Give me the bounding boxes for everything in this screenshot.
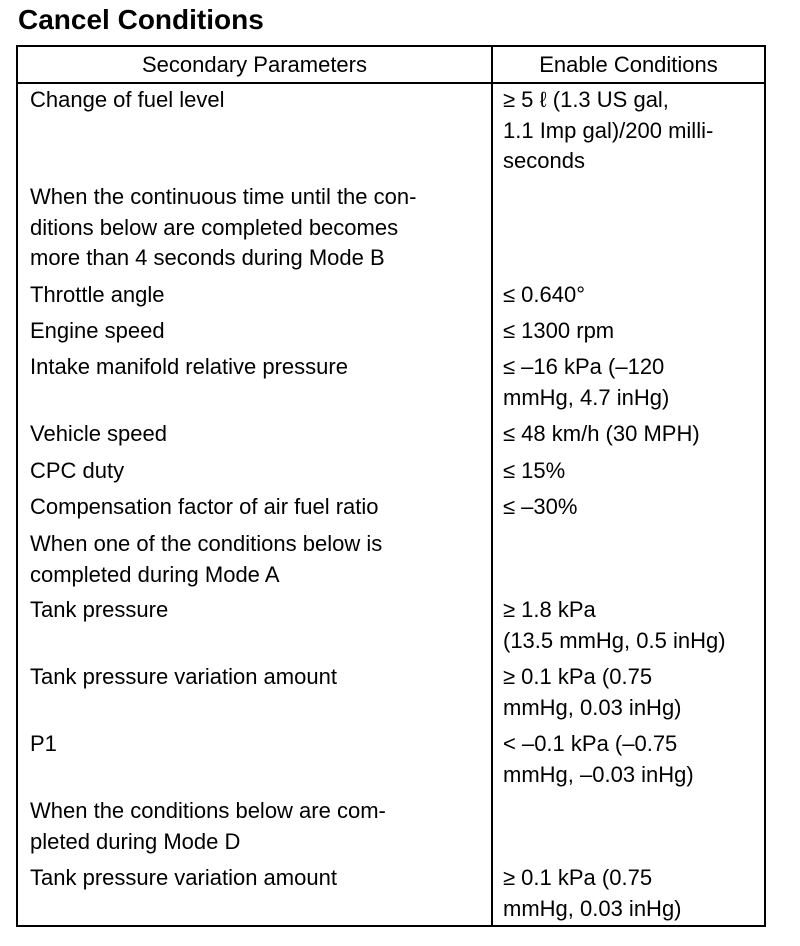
row-param: Throttle angle xyxy=(30,282,165,307)
row-value: ≤ 0.640° xyxy=(503,282,586,307)
row-param: Change of fuel level xyxy=(30,87,225,112)
row-value: ≤ 48 km/h (30 MPH) xyxy=(503,421,700,446)
row-param: Tank pressure xyxy=(30,597,169,622)
row-param: When the continuous time until the con- ditions below are completed becomes more than 4 seconds during Mode B xyxy=(30,184,417,270)
header-secondary-parameters: Secondary Parameters xyxy=(142,52,367,77)
header-divider xyxy=(18,82,764,84)
row-value: < –0.1 kPa (–0.75 mmHg, –0.03 inHg) xyxy=(503,731,694,787)
row-value: ≤ 15% xyxy=(503,458,566,483)
page-title: Cancel Conditions xyxy=(18,4,264,35)
row-value: ≥ 1.8 kPa (13.5 mmHg, 0.5 inHg) xyxy=(503,597,726,653)
row-param: P1 xyxy=(30,731,57,756)
row-param: CPC duty xyxy=(30,458,125,483)
row-value: ≤ –30% xyxy=(503,494,578,519)
cancel-conditions-table xyxy=(16,45,766,927)
row-param: When the conditions below are com- pleted during Mode D xyxy=(30,798,386,854)
row-value: ≥ 0.1 kPa (0.75 mmHg, 0.03 inHg) xyxy=(503,664,682,720)
row-param: Tank pressure variation amount xyxy=(30,865,337,890)
row-param: Engine speed xyxy=(30,318,165,343)
row-value: ≥ 0.1 kPa (0.75 mmHg, 0.03 inHg) xyxy=(503,865,682,921)
row-param: Vehicle speed xyxy=(30,421,167,446)
row-value: ≤ –16 kPa (–120 mmHg, 4.7 inHg) xyxy=(503,354,670,410)
column-divider xyxy=(491,47,493,925)
row-param: Intake manifold relative pressure xyxy=(30,354,348,379)
row-value: ≤ 1300 rpm xyxy=(503,318,615,343)
row-value: ≥ 5 ℓ (1.3 US gal, 1.1 Imp gal)/200 milli- seconds xyxy=(503,87,714,173)
row-param: Compensation factor of air fuel ratio xyxy=(30,494,379,519)
row-param: When one of the conditions below is completed during Mode A xyxy=(30,531,383,587)
header-enable-conditions: Enable Conditions xyxy=(539,52,718,77)
row-param: Tank pressure variation amount xyxy=(30,664,337,689)
